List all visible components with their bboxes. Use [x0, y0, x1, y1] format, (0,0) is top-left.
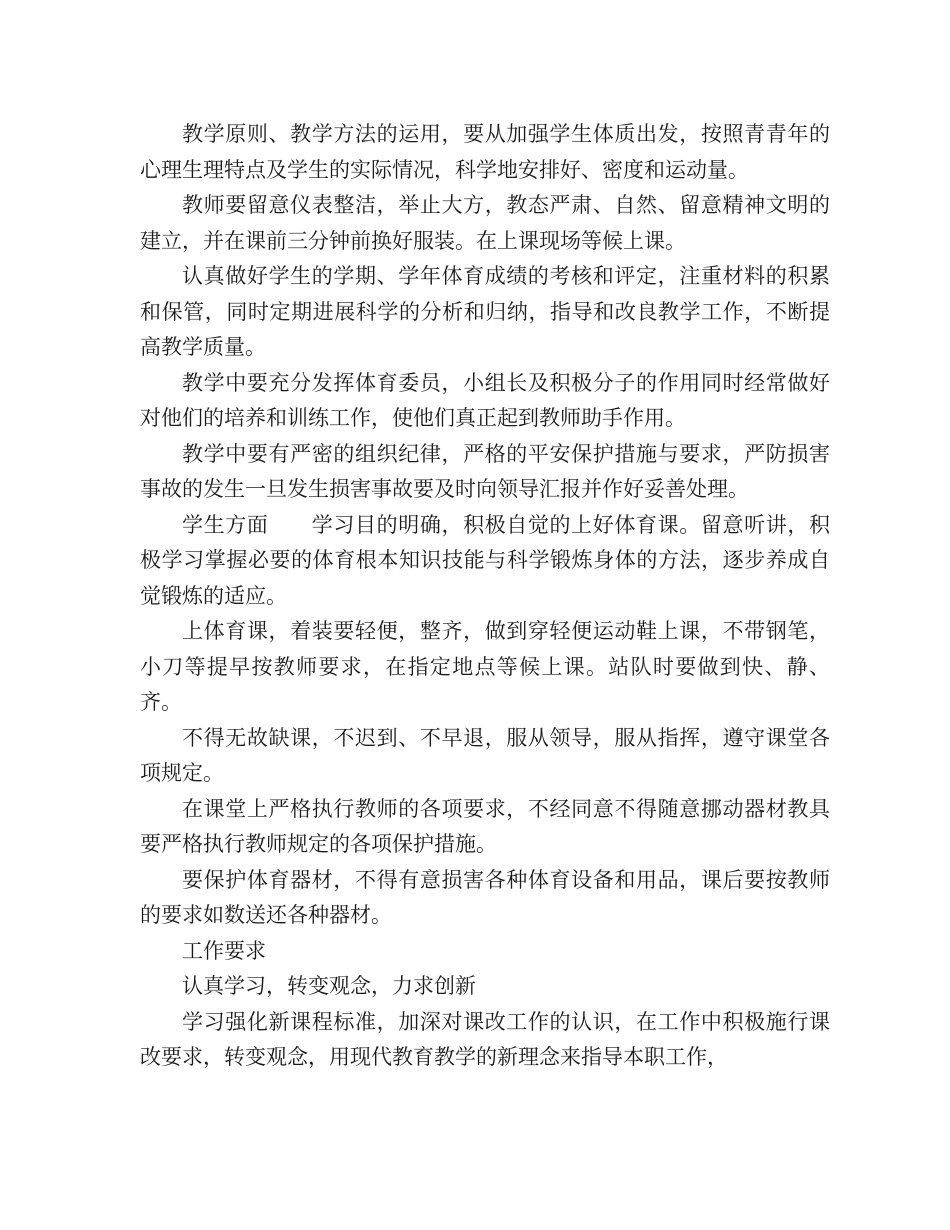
paragraph-teaching-principles: 教学原则、教学方法的运用，要从加强学生体质出发，按照青青年的心理生理特点及学生的实际情况，科学地安排好、密度和运动量。 — [140, 122, 830, 182]
paragraph-attire: 上体育课，着装要轻便，整齐，做到穿轻便运动鞋上课，不带钢笔，小刀等提早按教师要求，在指定地点等候上课。站队时要做到快、静、齐。 — [140, 619, 830, 714]
paragraph-attendance: 不得无故缺课，不迟到、不早退，服从领导，服从指挥，遵守课堂各项规定。 — [140, 725, 830, 785]
paragraph-equipment: 要保护体育器材，不得有意损害各种体育设备和用品，课后要按教师的要求如数送还各种器材。 — [140, 867, 830, 927]
section-title: 工作要求 — [182, 938, 266, 963]
paragraph-assessment: 认真做好学生的学期、学年体育成绩的考核和评定，注重材料的积累和保管，同时定期进展科学的分析和归纳，指导和改良教学工作，不断提高教学质量。 — [140, 264, 830, 359]
paragraph-safety: 教学中要有严密的组织纪律，严格的平安保护措施与要求，严防损害事故的发生一旦发生损害事故要及时向领导汇报并作好妥善处理。 — [140, 441, 830, 501]
paragraph-curriculum-reform: 学习强化新课程标准，加深对课改工作的认识，在工作中积极施行课改要求，转变观念，用现代教育教学的新理念来指导本职工作， — [140, 1009, 830, 1069]
document-body — [140, 117, 830, 1076]
paragraph-student-aspect: 学生方面 学习目的明确，积极自觉的上好体育课。留意听讲，积极学习掌握必要的体育根本知识技能与科学锻炼身体的方法，逐步养成自觉锻炼的适应。 — [140, 512, 830, 608]
subsection-title: 认真学习，转变观念，力求创新 — [182, 974, 476, 998]
paragraph-student-helpers: 教学中要充分发挥体育委员，小组长及积极分子的作用同时经常做好对他们的培养和训练工作，使他们真正起到教师助手作用。 — [140, 370, 830, 430]
paragraph-class-rules: 在课堂上严格执行教师的各项要求，不经同意不得随意挪动器材教具要严格执行教师规定的各项保护措施。 — [140, 796, 830, 856]
paragraph-teacher-appearance: 教师要留意仪表整洁，举止大方，教态严肃、自然、留意精神文明的建立，并在课前三分钟前换好服装。在上课现场等候上课。 — [140, 193, 830, 253]
